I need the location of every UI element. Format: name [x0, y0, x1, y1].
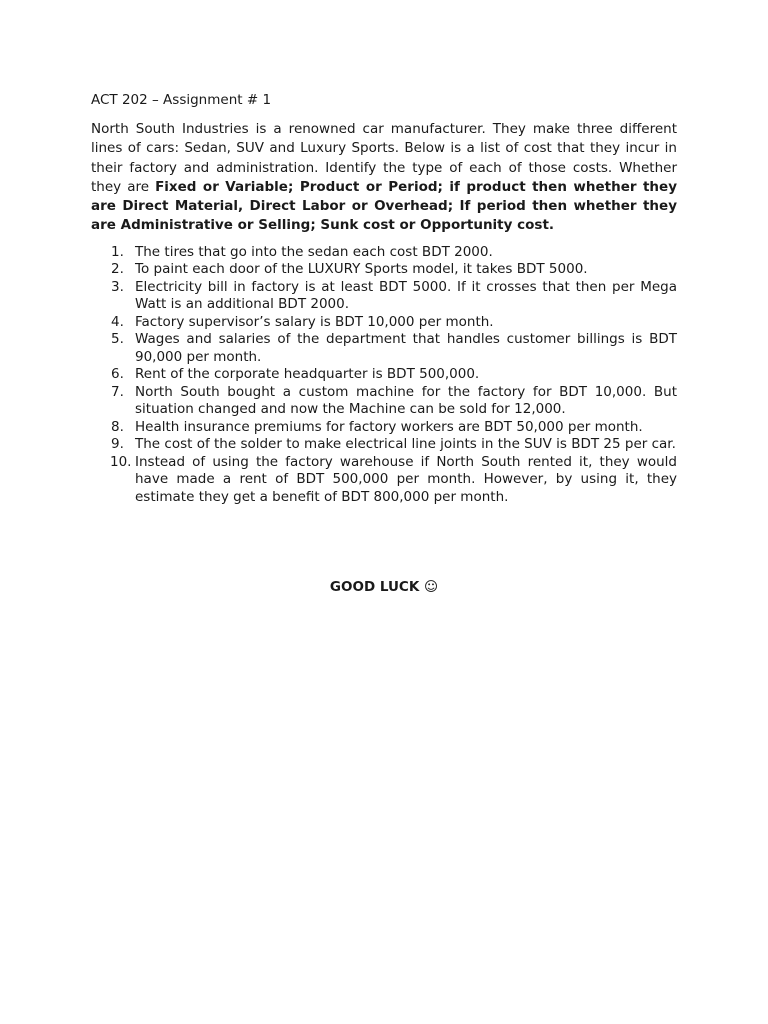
question-item [91, 419, 677, 437]
question-text: Wages and salaries of the department that handles customer billings is BDT 90,000 per month. [135, 331, 677, 365]
question-number: 8. [111, 418, 124, 435]
assignment-document [91, 90, 677, 506]
question-text: Factory supervisor’s salary is BDT 10,000 per month. [135, 313, 494, 330]
question-number: 9. [111, 436, 124, 453]
question-number: 1. [111, 243, 124, 260]
question-number: 7. [111, 383, 124, 400]
good-luck-closing [0, 577, 768, 597]
question-number: 10. [110, 453, 132, 470]
good-luck-text: GOOD LUCK [329, 579, 420, 595]
question-number: 3. [111, 278, 124, 295]
question-text: Health insurance premiums for factory workers are BDT 50,000 per month. [135, 418, 643, 435]
question-list [91, 244, 677, 507]
question-text: The tires that go into the sedan each cost BDT 2000. [135, 243, 493, 260]
question-item [91, 279, 677, 314]
question-number: 5. [111, 331, 124, 348]
question-number: 4. [111, 313, 124, 330]
smiley-icon: ☺ [424, 579, 439, 595]
question-text: Electricity bill in factory is at least BDT 5000. If it crosses that then per Mega Watt is an additional BDT 2000. [135, 278, 677, 313]
question-text: Instead of using the factory warehouse if North South rented it, they would have made a rent of BDT 500,000 per month. However, by using it, they estimate they get a benefit of BDT 800,000 per month. [135, 453, 677, 505]
question-number: 2. [111, 261, 124, 278]
question-text: North South bought a custom machine for the factory for BDT 10,000. But situation changed and now the Machine can be sold for 12,000. [135, 383, 677, 418]
question-item [91, 366, 677, 384]
instructions-emphasis: Fixed or Variable; Product or Period; if product then whether they are Direct Material, Direct Labor or Overhead; If period then whether they are Administrative or Selling; Sunk cost or Opportunity cost. [91, 178, 677, 234]
question-text: Rent of the corporate headquarter is BDT 500,000. [135, 366, 480, 383]
question-item [91, 331, 677, 366]
question-item [91, 454, 677, 507]
question-item [91, 384, 677, 419]
question-item [91, 244, 677, 262]
question-item [91, 261, 677, 279]
question-text: To paint each door of the LUXURY Sports model, it takes BDT 5000. [135, 261, 588, 278]
instructions-paragraph [91, 120, 677, 236]
question-text: The cost of the solder to make electrical line joints in the SUV is BDT 25 per car. [135, 436, 676, 453]
question-item [91, 314, 677, 332]
document-title: ACT 202 – Assignment # 1 [91, 92, 272, 108]
question-item [91, 436, 677, 454]
instructions-text: North South Industries is a renowned car manufacturer. They make three different lines of cars: Sedan, SUV and Luxury Sports. Below is a list of cost that they incur in their factory and administration. Identify the type of each of those costs. Whether they are [91, 121, 677, 195]
question-number: 6. [111, 366, 124, 383]
